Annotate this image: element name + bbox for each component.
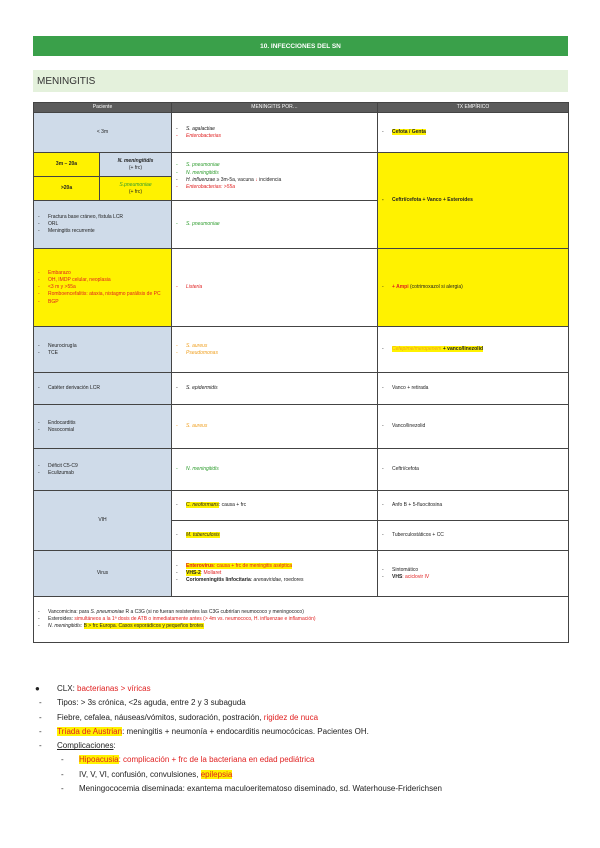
cell-age-organism: [100, 177, 172, 201]
patient-item: - Endocarditis: [38, 420, 167, 427]
frc-label: (+ frc): [128, 188, 143, 195]
organism: - S. pneumoniae: [176, 221, 373, 228]
cell-patient: [34, 327, 172, 373]
organism: - Pseudomonas: [176, 350, 373, 357]
organism: - Enterovirus: causa + frc de meningitis aséptica: [176, 563, 373, 570]
patient-item: - Nosocomial: [38, 427, 167, 434]
cell-tx: [378, 449, 569, 491]
note: - N. meningitidis: B > frc Europa. Casos esporádicos y pequeños brotes: [38, 623, 564, 630]
list-item: - Tríada de Austrian: meningitis + neumonía + endocarditis neumocócicas. Pacientes OH.: [39, 726, 369, 736]
cell-patient: [34, 201, 172, 249]
organism: - C. neoformans: causa + frc: [176, 502, 373, 509]
list-item: - Tipos: > 3s crónica, <2s aguda, entre 2 y 3 subaguda: [39, 698, 246, 708]
table-row: [34, 327, 569, 373]
tx-text: - Sintomático: [382, 567, 564, 574]
patient-item: - TCE: [38, 350, 167, 357]
tx-text: - Vanco/linezolid: [382, 423, 564, 430]
organism: - Enterobacterias: >55a: [176, 184, 373, 191]
cell-organisms: [172, 327, 378, 373]
table-row: [34, 113, 569, 153]
organism: - S. aureus: [176, 423, 373, 430]
cell-age: >20a: [34, 177, 100, 201]
cell-organisms: [172, 249, 378, 327]
organism: - VHS-2: Mollaret: [176, 570, 373, 577]
cell-organisms: [172, 491, 378, 521]
tx-text: - Cefepime/meropenem + vanco/linezolid: [382, 346, 564, 353]
cell-tx: [378, 153, 569, 249]
clinical-bullets: [35, 682, 575, 796]
cell-tx: [378, 373, 569, 405]
table-row: [34, 153, 569, 177]
table-row: [34, 597, 569, 643]
cell-patient: [34, 449, 172, 491]
tx-text: - Ceftri/cefota + Vanco + Esteroides: [382, 197, 564, 204]
list-item: - IV, V, VI, confusión, convulsiones, epilepsia: [61, 769, 233, 779]
header-paciente: Paciente: [34, 103, 172, 113]
patient-item: - Fractura base cráneo, fístula LCR: [38, 214, 167, 221]
patient-item: - Eculizumab: [38, 470, 167, 477]
tx-text: - VHS: aciclovir IV: [382, 574, 564, 581]
patient-item: - Embarazo: [38, 270, 167, 277]
organism: - N. meningitidis: [176, 170, 373, 177]
organism: - S. pneumoniae: [176, 162, 373, 169]
meningitis-table: [33, 102, 569, 643]
organism: - H. influenzae ≥ 3m-5a, vacuna ↓ incidencia: [176, 177, 373, 184]
cell-patient: VIH: [34, 491, 172, 551]
tx-text: - + Ampi (cotrimoxazol si alergia): [382, 284, 564, 291]
cell-tx: [378, 327, 569, 373]
note: - Vancomicina: para S. pneumoniae R a C3G (si no fueran resistentes las C3G cubrirían neumococo y meningococo): [38, 609, 564, 616]
list-item: - Hipoacusia: complicación + frc de la bacteriana en edad pediátrica: [61, 755, 315, 765]
cell-tx: [378, 491, 569, 521]
table-row: [34, 551, 569, 597]
organism: N. meningitidis: [117, 157, 154, 164]
cell-tx: [378, 521, 569, 551]
cell-organisms: [172, 153, 378, 201]
organism: - S. agalactiae: [176, 126, 373, 133]
header-tx: TX EMPÍRICO: [378, 103, 569, 113]
organism: - N. meningitidis: [176, 466, 373, 473]
chapter-header: 10. INFECCIONES DEL SN: [33, 36, 568, 56]
list-item: ● CLX: bacterianas > víricas: [35, 684, 151, 693]
patient-item: - BGP: [38, 299, 167, 306]
patient-item: - OH, IMDP celular, neoplasia: [38, 277, 167, 284]
organism: - S. aureus: [176, 343, 373, 350]
cell-patient: [34, 405, 172, 449]
note: - Esteroides: simultáneos a la 1ª dosis de ATB o inmediatamente antes (> 4m vs. neumococo, H. influenzae e inflamación): [38, 616, 564, 623]
tx-text: Cefota / Genta: [392, 129, 426, 136]
organism: - Coriomeningitis linfocitaria: arenaviridae, roedores: [176, 577, 373, 584]
organism: - M. tuberculosis: [176, 532, 373, 539]
tx-text: - Vanco + retirada: [382, 385, 564, 392]
table-row: [34, 373, 569, 405]
cell-patient: [34, 249, 172, 327]
table-row: [34, 249, 569, 327]
table-notes: [34, 597, 569, 643]
organism: - S. epidermidis: [176, 385, 373, 392]
cell-tx: [378, 249, 569, 327]
frc-label: (+ frc): [128, 164, 143, 171]
list-item: - Complicaciones:: [39, 741, 116, 751]
patient-item: - <3 m y >55a: [38, 284, 167, 291]
cell-organisms: [172, 201, 378, 249]
header-meningitis-por: MENINGITIS POR…: [172, 103, 378, 113]
patient-item: - Neurocirugía: [38, 343, 167, 350]
organism: S.pneumoniae: [119, 181, 152, 188]
list-item: - Fiebre, cefalea, náuseas/vómitos, sudoración, postración, rigidez de nuca: [39, 712, 319, 722]
organism: - Listeria: [176, 284, 373, 291]
cell-organisms: [172, 521, 378, 551]
tx-text: - Tuberculostáticos + CC: [382, 532, 564, 539]
patient-item: - Catéter derivación LCR: [38, 385, 167, 392]
cell-organisms: [172, 405, 378, 449]
table-row: [34, 491, 569, 521]
cell-tx: [378, 113, 569, 153]
cell-patient: < 3m: [34, 113, 172, 153]
cell-organisms: [172, 113, 378, 153]
tx-text: - Anfo B + 5-fluocitosina: [382, 502, 564, 509]
cell-organisms: [172, 551, 378, 597]
patient-item: - ORL: [38, 221, 167, 228]
patient-item: - Déficit C5-C9: [38, 463, 167, 470]
patient-item: - Romboencefalitis: ataxia, nistagmo parálisis de PC: [38, 291, 167, 298]
cell-patient: Virus: [34, 551, 172, 597]
cell-age-organism: [100, 153, 172, 177]
organism: - Enterobacterias: [176, 133, 373, 140]
patient-item: - Meningitis recurrente: [38, 228, 167, 235]
section-title: MENINGITIS: [33, 70, 568, 92]
cell-age: 3m – 20a: [34, 153, 100, 177]
cell-tx: [378, 405, 569, 449]
list-item: - Meningococemia diseminada: exantema maculoeritematoso diseminado, sd. Waterhouse-Friderichsen: [61, 784, 442, 794]
cell-organisms: [172, 449, 378, 491]
cell-patient: [34, 373, 172, 405]
table-row: [34, 405, 569, 449]
tx-text: - Ceftri/cefota: [382, 466, 564, 473]
cell-organisms: [172, 373, 378, 405]
table-row: [34, 449, 569, 491]
cell-tx: [378, 551, 569, 597]
